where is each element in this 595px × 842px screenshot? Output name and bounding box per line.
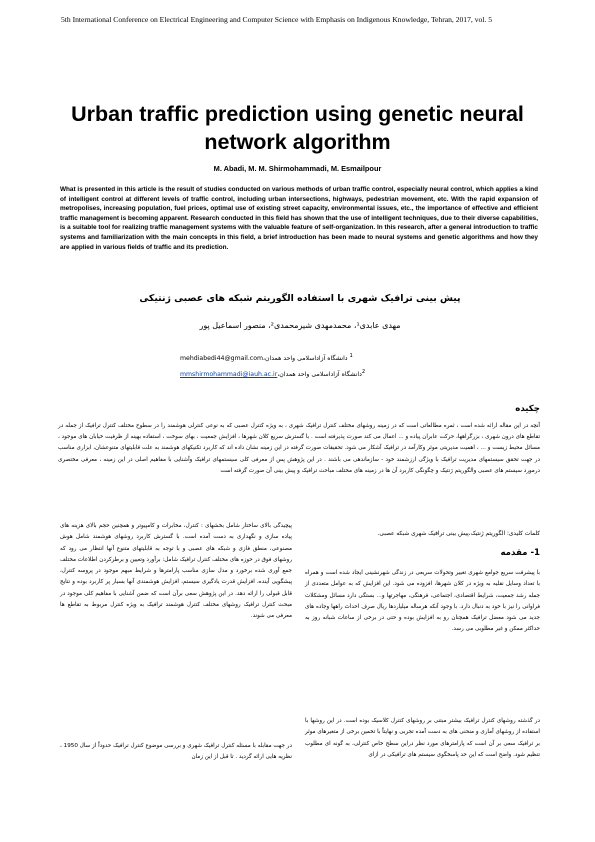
affiliation-1-text: دانشگاه آزاداسلامی واحد همدان،: [263, 355, 348, 363]
right-column-paragraph-1: با پیشرفت سریع جوامع شهری تغییر وتحولات سریعی در زندگی شهرنشینی ایجاد شده است و همراه با تعداد وسایل نقلیه به ویژه در کلان شهرها، افزوده می شود. این افزایش که به عوامل متعددی از جمله رشد جمعیت، شرایط اقتصادی، اجتماعی، فرهنگی، مهاجرتها و... بستگی دارد مسائل ومشکلات فراوانی را نیز با خود به دنبال دارد. با وجود آنکه هرساله میلیاردها ریال صرف احداث راهها وجاده های جدید می شود معضل ترافیک همچنان رو به افزایش بوده و حتی در برخی از ساعات شبانه روز به حداکثر ممکن و غیر مطلوبی می رسد.: [305, 570, 540, 633]
right-column-paragraph-2: در گذشته روشهای کنترل ترافیک بیشتر مبتنی بر روشهای کنترل کلاسیک بوده است. در این روشها با استفاده از روشهای آماری و منحنی های به دست آمده تجربی و نهایتاً با تخمین برخی از متغیرهای موثر بر ترافیک سعی بر آن است که پارامترهای مورد نظر دراین سطح خاص کنترلی، به گونه ای مطلوب تنظیم شود. واضح است که این حد پاسخگوی سیستم های ترافیکی در ازای: [305, 718, 540, 758]
paper-title: Urban traffic prediction using genetic neural network algorithm: [71, 102, 524, 154]
persian-abstract-heading: چکیده: [515, 404, 540, 414]
paper-authors: M. Abadi, M. M. Shirmohammadi, M. Esmailpour: [213, 164, 382, 173]
left-column-paragraph-1: پیچیدگی بالای ساختار شامل بخشهای : کنترل، مخابرات و کامپیوتر و همچنین حجم بالای هزینه های پیاده سازی و نگهداری به دست آمده است. با گسترش کاربرد روشهای هوشمند شامل هوش مصنوعی، منطق فازی و شبکه های عصبی و با توجه به قابلیتهای متنوع آنها انتظار می رود که روشهای فوق در حوزه های مختلف کنترل ترافیک شامل: برآورد وتعیین و برطرکردن اطلاعات مختلف جمع آوری شده برخورد و مدل سازی مناسب پارامترها و شرایط مبهم موجود در پروسه کنترل، پیشگویی آینده، افزایش قدرت یادگیری سیستم، افزایش هوشمندی آنها بسیار پر کاربرد بوده و نتایج قابل قبولی را ارائه دهد. در این پژوهش سعی برآن است که ضمن آشنایی با مفاهیم کلی موجود در مبحث کنترل ترافیک روشهای مختلف کنترل هوشمند ترافیک به ویژه کنترل مربوط به تقاطع ها معرفی می شوند.: [60, 523, 292, 620]
affiliation-1-email[interactable]: mehdiabedi44@gmail.com: [180, 355, 264, 363]
affiliation-2-text: دانشگاه آزاداسلامی واحد همدان،: [277, 371, 362, 379]
affiliation-2-email-link[interactable]: mmshirmohammadi@iauh.ac.ir: [180, 371, 278, 379]
left-column-paragraph-2: در جهت مقابله با مسئله کنترل ترافیک شهری و بررسی موضوع کنترل ترافیک حدوداً از سال 1950 ، نظریه هایی ارائه گردید . تا قبل از این زمان: [60, 743, 292, 761]
section-1-heading: 1- مقدمه: [500, 548, 540, 558]
keywords: کلمات کلیدی: الگوریتم ژنتیک،پیش بینی ترافیک شهری شبکه عصبی.: [377, 531, 540, 537]
persian-abstract: آنچه در این مقاله ارائه شده است ، ثمره مطالعاتی است که در زمینه روشهای مختلف کنترل ترافیک شهری ، به ویژه کنترل عصبی که به نوعی کنترلی هوشمند را در سطوح مختلف کنترل ترافیک از جمله در تقاطع های درون شهری ، بزرگراهها، حرکت عابران پیاده و ... اعمال می کند صورت پذیرفته است . با گسترش سریع کلان شهرها ، افزایش جمعیت ، بهای سوخت ، استفاده بهینه از ظرفیت خیابان های موجود ، مسائل محیط زیست و ... ، اهمیت مدیریتی موثر وکارآمد در ترافیک آشکار می شود. تحقیقات صورت گرفته در این زمینه نشان داده اند که کاربرد تکنیکهای هوشمند به علت قابلیتهای متنوعشان، ابزاری مناسب در جهت تحقق سیستمهای مدیریت ترافیک با ویژگی ارزشمند خود - سازماندهی می باشند . در این پژوهش پس از معرفی کلی سیستمهای ترافیک وآشنایی با مفاهیم اصلی در این زمینه ، معرفی مختصری درمورد سیستم های عصبی والگوریتم ژنتیک و چگونگی کاربرد آن ها در زمینه های مختلف مباحث ترافیک و پیش بینی آن صورت گرفته است: [58, 423, 540, 474]
persian-title: پیش بینی ترافیک شهری با استفاده الگوریتم شبکه های عصبی ژنتیکی: [139, 293, 461, 304]
conference-header: 5th International Conference on Electrical Engineering and Computer Science with Emphasis on Indigenous Knowledge, Tehran, 2017, vol. 5: [61, 15, 493, 24]
affiliation-2-marker: 2: [361, 369, 366, 375]
persian-authors: مهدی عابدی¹، محمدمهدی شیرمحمدی²، منصور اسماعیل پور: [199, 321, 401, 330]
english-abstract: What is presented in this article is the result of studies conducted on various methods of urban traffic control, especially neural control, which applies a kind of intelligent control at different levels of traffic control, including urban intersections, highways, pedestrian movement, etc. With the rapid expansion of metropolises, increasing population, fuel prices, optimal use of existing street capacity, environmental issues, etc., the importance of effective and efficient traffic management is becoming apparent. Research conducted in this field has shown that the use of intelligent techniques, due to their diverse capabilities, is a suitable tool for realizing traffic management systems with the valuable feature of self-organization. In this research, after a general introduction to traffic systems and familiarization with the main concepts in this field, a brief introduction has been made to neural systems and genetic algorithms and how they are applied in various fields of traffic and its prediction.: [60, 186, 538, 251]
affiliation-2: [180, 369, 410, 378]
affiliation-1: [180, 353, 410, 362]
affiliation-1-marker: 1: [349, 353, 353, 359]
